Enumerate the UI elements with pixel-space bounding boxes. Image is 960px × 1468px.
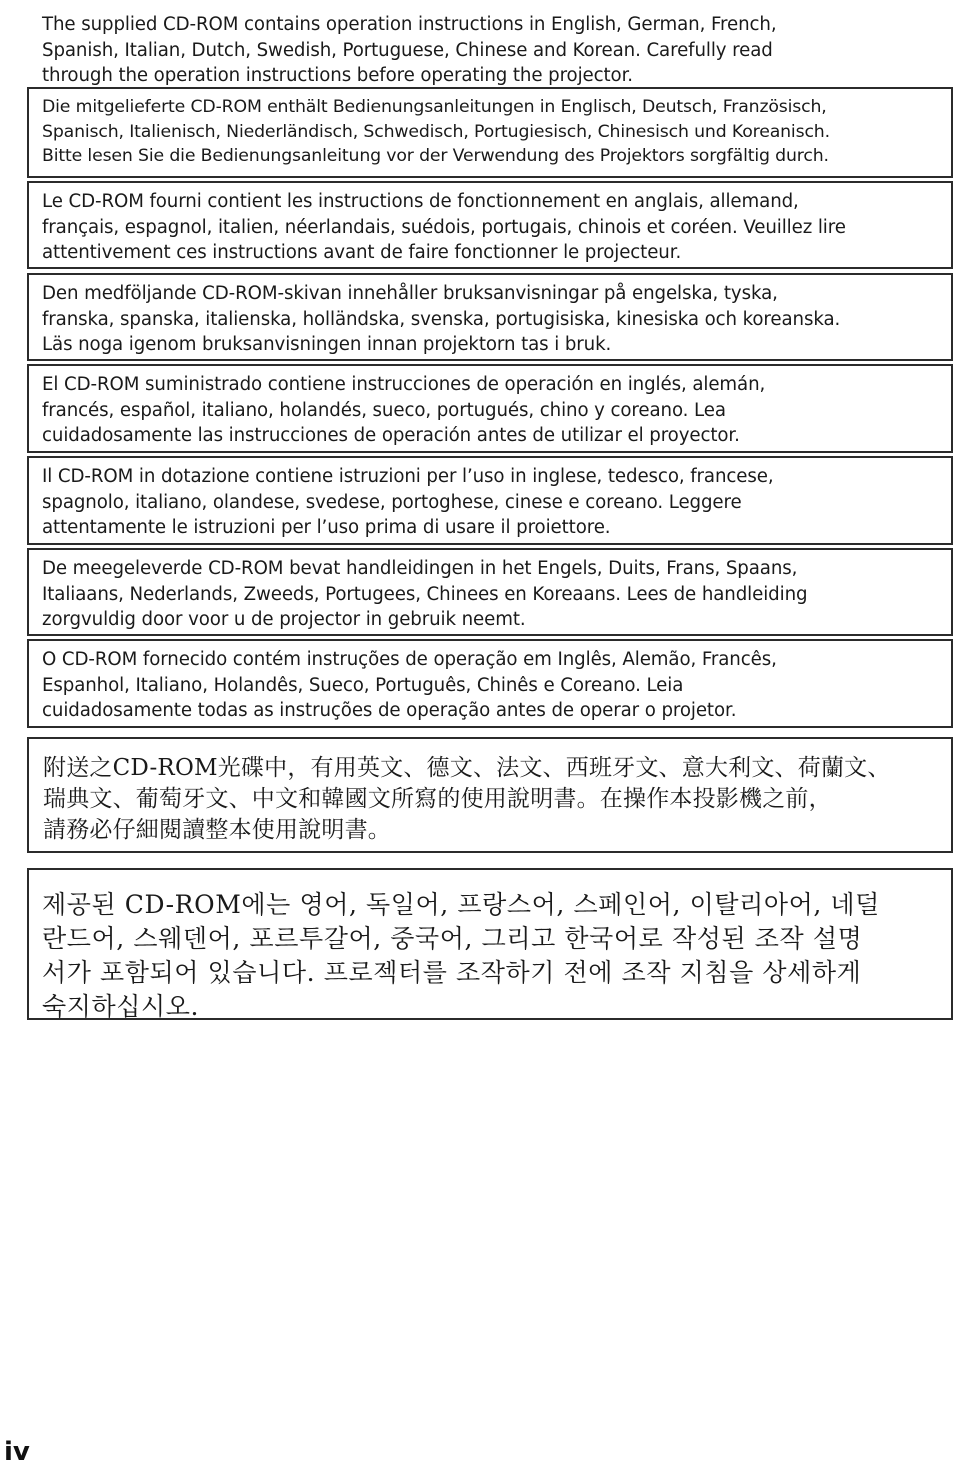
notice-dutch-text: De meegeleverde CD-ROM bevat handleidingen in het Engels, Duits, Frans, Spaans, Italiaans, Nederlands, Zweeds, Portugees, Chinees en Koreaans. Lees de handleiding zorgvuldig door voor u de projector in gebruik neemt. — [42, 558, 808, 630]
notice-swedish-text: Den medföljande CD-ROM-skivan innehåller bruksanvisningar på engelska, tyska, franska, spanska, italienska, holländska, svenska, portugisiska, kinesiska och koreanska. Läs noga igenom bruksanvisningen innan projektorn tas i bruk. — [42, 283, 841, 355]
notice-english — [27, 4, 953, 86]
notice-chinese-text: 附送之CD-ROM光碟中，有用英文、德文、法文、西班牙文、意大利文、荷蘭文、 瑞典文、葡萄牙文、中文和韓國文所寫的使用說明書。在操作本投影機之前， 請務必仔細閱讀整本使用說明書。 — [43, 755, 891, 843]
notice-chinese — [27, 737, 953, 853]
notice-spanish-text: El CD-ROM suministrado contiene instrucciones de operación en inglés, alemán, francés, español, italiano, holandés, sueco, portugués, chino y coreano. Lea cuidadosamente las instrucciones de operación antes de utilizar el proyector. — [42, 374, 766, 446]
page-number: iv — [4, 1437, 30, 1467]
notice-italian-text: Il CD-ROM in dotazione contiene istruzioni per l’uso in inglese, tedesco, francese, spagnolo, italiano, olandese, svedese, portoghese, cinese e coreano. Leggere attentamente le istruzioni per l’uso prima di usare il proiettore. — [42, 466, 774, 538]
notice-swedish — [27, 273, 953, 361]
notice-spanish — [27, 364, 953, 453]
notice-german-text: Die mitgelieferte CD-ROM enthält Bedienungsanleitungen in Englisch, Deutsch, Französisch, Spanisch, Italienisch, Niederländisch, Schwedisch, Portugiesisch, Chinesisch und Koreanisch. Bitte lesen Sie die Bedienungsanleitung vor der Verwendung des Projektors sorgfältig durch. — [42, 97, 830, 166]
notice-portuguese-text: O CD-ROM fornecido contém instruções de operação em Inglês, Alemão, Francês, Espanhol, Italiano, Holandês, Sueco, Português, Chinês e Coreano. Leia cuidadosamente todas as instruções de operação antes de operar o projetor. — [42, 649, 777, 721]
notice-korean — [27, 868, 953, 1020]
notice-italian — [27, 456, 953, 545]
notice-dutch — [27, 548, 953, 636]
notice-korean-text: 제공된 CD-ROM에는 영어, 독일어, 프랑스어, 스페인어, 이탈리아어, 네덜 란드어, 스웨덴어, 포르투갈어, 중국어, 그리고 한국어로 작성된 조작 설명 서가 포함되어 있습니다. 프로젝터를 조작하기 전에 조작 지침을 상세하게 숙지하십시오. — [42, 890, 880, 1021]
notice-french-text: Le CD-ROM fourni contient les instructions de fonctionnement en anglais, allemand, français, espagnol, italien, néerlandais, suédois, portugais, chinois et coréen. Veuillez lire attentivement ces instructions avant de faire fonctionner le projecteur. — [42, 191, 846, 263]
notice-portuguese — [27, 639, 953, 728]
notice-german — [27, 87, 953, 178]
notice-english-text: The supplied CD-ROM contains operation instructions in English, German, French, Spanish, Italian, Dutch, Swedish, Portuguese, Chinese and Korean. Carefully read through the operation instructions before operating the projector. — [42, 14, 777, 86]
notice-french — [27, 181, 953, 269]
